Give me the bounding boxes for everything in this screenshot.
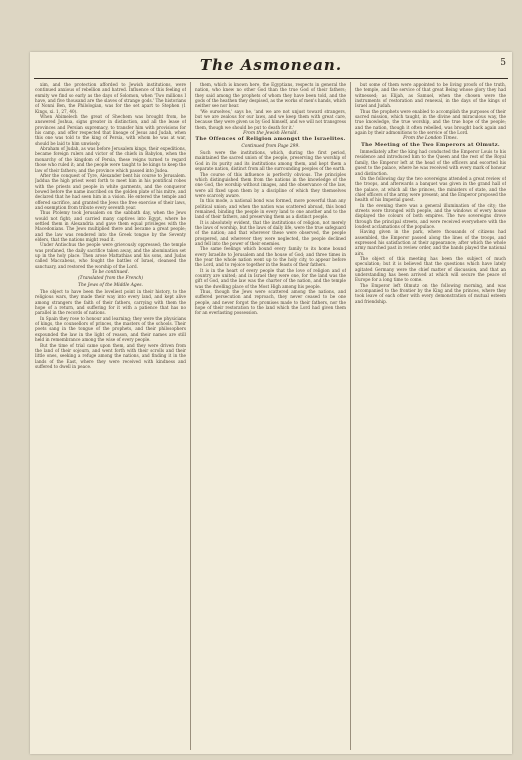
masthead-title: The Asmonean. [199, 56, 343, 74]
paragraph: Thus Ptolemy took Jerusalem on the sabbath day, when the Jews would not fight; and carried many captives into Egypt, where he settled them in Alexandria and gave them equal privileges with the Macedonians. The Jews multiplied there and became a great people; and the law was rendered into the Greek tongue by the Seventy elders, that the nations might read it. [35, 210, 186, 242]
paragraph: The object to have been the loveliest point in their history, to the religious wars, they made their way into every land, and kept alive among strangers the faith of their fathers, carrying with them the hope of a return, and suffering for it with a patience that has no parallel in the records of nations. [35, 289, 186, 316]
paragraph: Under Antiochus the people were grievously oppressed; the temple was profaned, the daily sacrifice taken away, and the abomination set up in the holy place. Then arose Mattathias and his sons, and Judas called Maccabeus, who fought the battles of Israel, cleansed the sanctuary, and restored the worship of the Lord. [35, 242, 186, 269]
paragraph: them, which is known here, the Egyptians, respects in general the nation, who knew no other God than the true God of their fathers; they said among the prophets of whom they have been told, and the gods of the heathen they despised, as the works of men's hands, which neither see nor hear. [195, 82, 346, 109]
masthead [30, 52, 512, 78]
paragraph: Having given in the park, where thousands of citizens had assembled, the Emperor passed along the lines of the troops, and expressed his satisfaction at their appearance; after which the whole army marched past in review order, and the bands played the national airs. [355, 229, 506, 256]
paragraph: The course of this influence is perfectly obvious. The principles which distinguished them from the nations in the knowledge of the one God, the worship without images, and the observance of the law, were all fixed upon them by a discipline of which they themselves were scarcely aware. [195, 171, 346, 198]
article-heading: From the London Times. [403, 136, 458, 142]
paragraph: Thus the prophets were enabled to accomplish the purposes of their sacred mission, which taught, in the divine and miraculous way, the true knowledge, the true worship, and the true hope of the people; and the nation, though it often rebelled, was brought back again and again by their admonitions to the service of the Lord. [355, 108, 506, 136]
paragraph: In this mode, a national bond was formed, more powerful than any political union; and when the nation was scattered abroad, this bond remained, binding the people in every land to one another and to the land of their fathers, and preserving them as a distinct people. [195, 198, 346, 220]
article-heading: The Jews of the Middle Ages. [78, 282, 143, 288]
paragraph: The object of this meeting has been the subject of much speculation; but it is believed that the questions which have lately agitated Germany were the chief matter of discussion, and that an understanding has been arrived at which will secure the peace of Europe for a long time to come. [355, 256, 506, 283]
column-divider [350, 82, 351, 750]
paragraph: Immediately after the king had conducted the Emperor Louis to his residence and introduced him to the Queen and the rest of the Royal family, the Emperor left at the head of the officers and escorted his guest to the palace, where he was received with every mark of honour and distinction. [355, 149, 506, 176]
paragraph: It is absolutely evident, that the institutions of religion, not merely the laws of worship, but the laws of daily life, were the true safeguard of the nation; and that wherever these were observed, the people prospered, and wherever they were neglected, the people declined and fell into the power of their enemies. [195, 219, 346, 246]
paragraph: Such were the institutions, which, during the first period, maintained the sacred union of the people, preserving the worship of God in its purity and its institutions among them, and kept them a separate nation, distinct from all the surrounding peoples of the earth. [195, 150, 346, 172]
paragraph: But the time of trial came upon them, and they were driven from the land of their sojourn, and went forth with their scrolls and their little ones, seeking a refuge among the nations, and finding it in the lands of the East, where they were received with kindness and suffered to dwell in peace. [35, 342, 186, 369]
header-rule [34, 78, 508, 79]
paragraph: It is in the heart of every people that the love of religion and of country are united; and in Israel they were one, for the land was the gift of God, and the law was the charter of the nation, and the temple was the dwelling place of the Most High among his people. [195, 267, 346, 289]
article-heading: To be continued. [92, 270, 129, 276]
article-heading: From the Jewish Herald. [243, 131, 298, 137]
paragraph: Thus, though the Jews were scattered among the nations, and suffered persecution and reproach, they never ceased to be one people, and never forgot the promises made to their fathers, nor the hope of their restoration to the land which the Lord had given them for an everlasting possession. [195, 289, 346, 316]
paragraph: The Emperor left Olmutz on the following morning, and was accompanied to the frontier by the King and the princes, where they took leave of each other with every demonstration of mutual esteem and friendship. [355, 282, 506, 304]
paragraph: but some of them were appointed to be living proofs of the truth, the temple, and the service of that great Being whose glory they had witnessed; as Elijah, as Samuel, when the chosen were the instruments of restoration and renewal, in the days of the kings of Israel and Judah. [355, 82, 506, 109]
article-heading: (Translated from the French) [77, 276, 144, 282]
paragraph: xim, and the protection afforded to Jewish institutions, were continued anxious of rebellion and hatred. Influence of this feeling of enmity we find so early as the days of Solomon, when 'Two millions I have, and five thousand are the slaves of strange gods.' The historians of Nonni Ben, the Philologian, was for the set apart to Stephen (1 Kings, xi. 1, 27, 40). [35, 82, 186, 114]
paragraph: In the evening there was a general illumination of the city; the streets were thronged with people, and the windows of every house displayed the colours of both empires. The two sovereigns drove through the principal streets, and were received everywhere with the loudest acclamations of the populace. [355, 202, 506, 229]
article-heading: The Offences of Religion amongst the Israelites. [195, 136, 346, 143]
paragraph: In Spain they rose to honour and learning; they were the physicians of kings, the counsellors of princes, the masters of the schools. Their poets sang in the tongue of the prophets, and their philosophers expounded the law in the light of reason, and their names are still held in remembrance among the wise of every people. [35, 315, 186, 343]
paragraph: 'We ourselves,' says he, 'and we are not unjust toward strangers, but we are zealous for our laws, and we keep them with great care, because they were given us by God himself, and we will not transgress them, though we should be put to death for it.' [195, 108, 346, 130]
column-1 [35, 82, 186, 750]
column-divider [190, 82, 191, 750]
article-heading: The Meeting of the Two Emperors at Olmutz. [361, 141, 500, 148]
column-3 [355, 82, 506, 750]
paragraph: The same feelings which bound every family to its home bound every Israelite to Jerusalem and the house of God; and three times in the year the whole nation went up to the holy city, to appear before the Lord, and to rejoice together in the feasts of their fathers. [195, 246, 346, 268]
page-number: 5 [500, 58, 506, 68]
paragraph: After the conquest of Tyre, Alexander bent his course to Jerusalem. Jaddua the high priest went forth to meet him in his pontifical robes with the priests and people in white garments, and the conqueror bowed before the name inscribed on the golden plate of his mitre, and declared that he had seen him in a vision. He entered the temple and offered sacrifice, and granted the Jews the free exercise of their laws, and exemption from tribute every seventh year. [35, 172, 186, 210]
paragraph: When Abimelech the great of Shechem was brought from, he answered Joshua, signs greater in distinction, and all the lease of provinces and Persian supremacy, to transfer him with provisions for his camp, and offer respected that lineage of Jesus and Judah, when this one was told to the king of Persia, with whom he was at war, should be laid to him unwisely. [35, 114, 186, 146]
paragraph: Abraham of Judah, as was before Jerusalem kings, their expeditions, became foreign rulers and victor of the chiefs in Babylon, when the monarchy of the kingdom of Persia, these reigns turned to regard those who ruled it; and the people were taught to be kings to keep the law of their fathers; and the province which passed into Judea. [35, 146, 186, 173]
article-heading: Continued from Page 299. [241, 143, 300, 149]
paragraph: On the following day the two sovereigns attended a great review of the troops, and afterwards a banquet was given in the grand hall of the palace, at which all the princes, the ministers of state, and the chief officers of the army were present; and the Emperor proposed the health of his Imperial guest. [355, 175, 506, 203]
newspaper-page [30, 52, 512, 754]
column-2 [195, 82, 346, 750]
